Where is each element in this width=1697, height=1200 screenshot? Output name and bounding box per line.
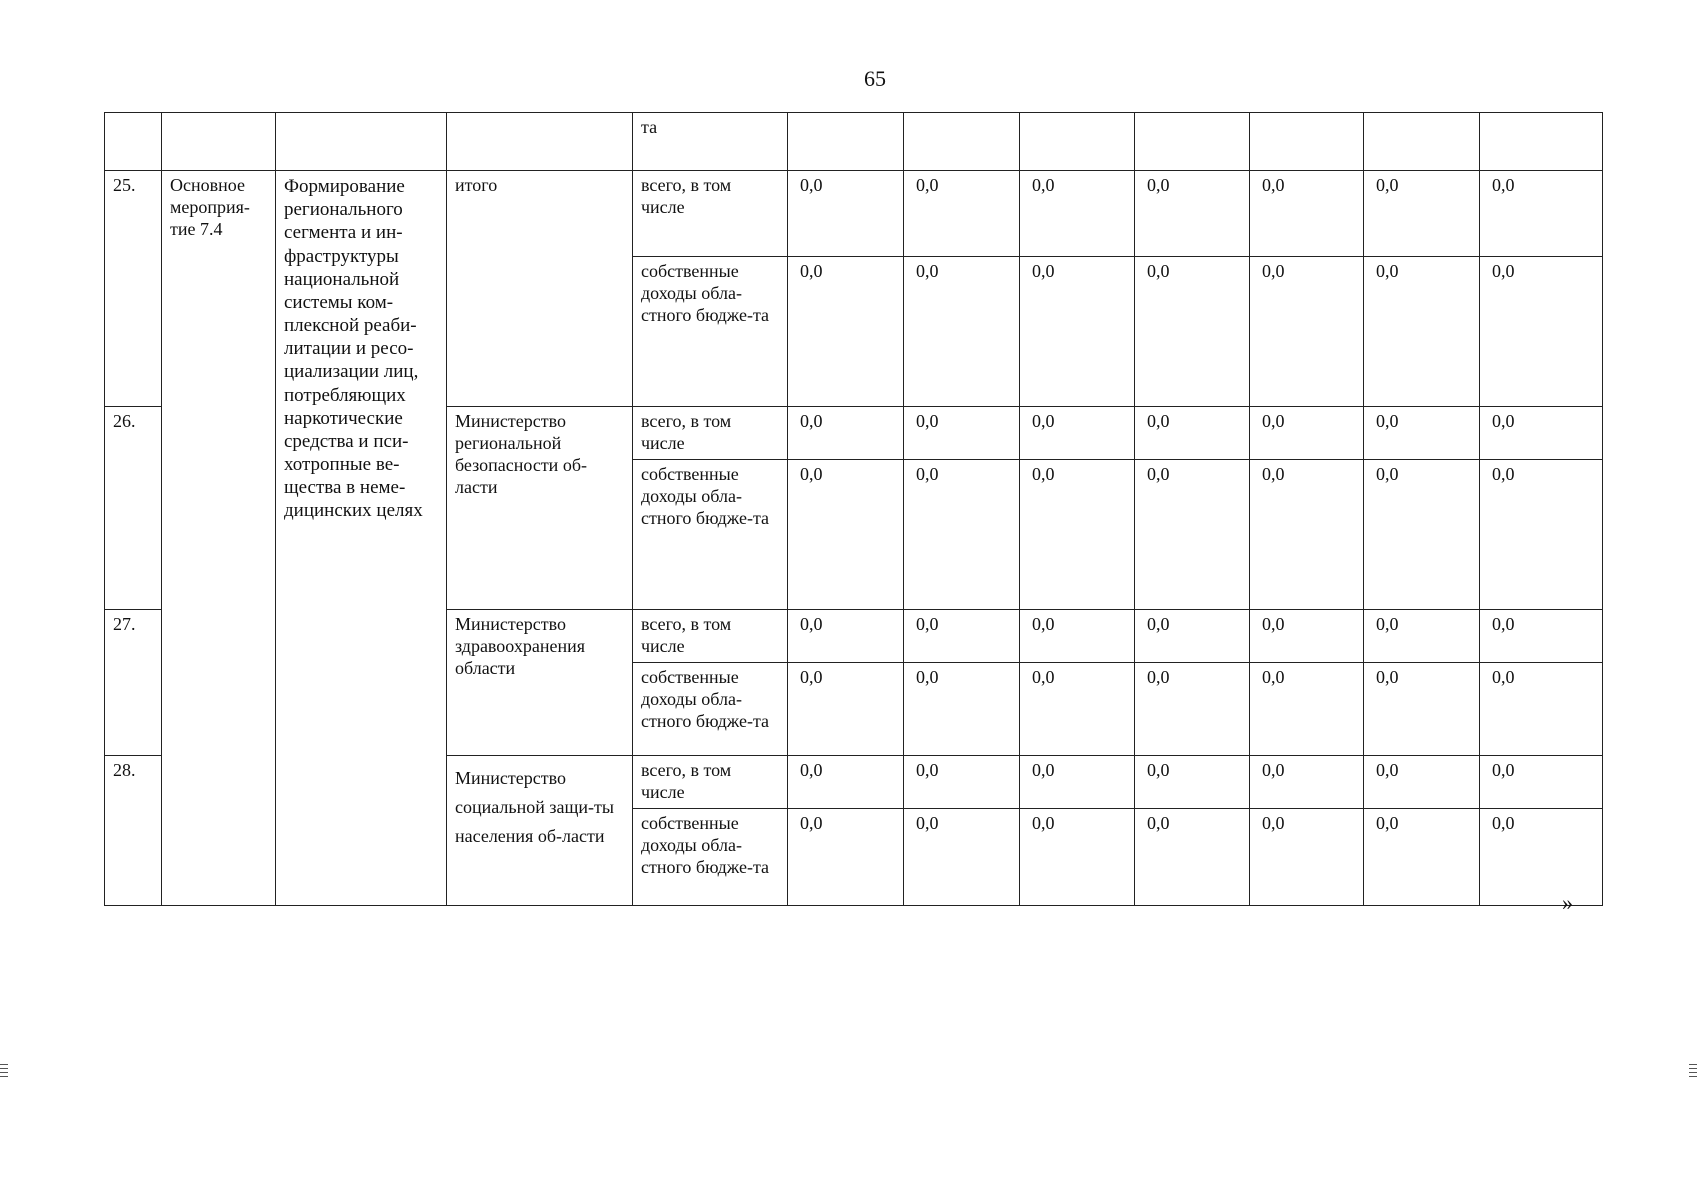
value-cell: 0,0 (1364, 257, 1480, 407)
value-cell: 0,0 (1135, 808, 1250, 905)
table-row (105, 171, 1603, 257)
funding-source: всего, в том числе (633, 407, 788, 460)
activity-code-cell (162, 113, 276, 171)
value-cell: 0,0 (1480, 609, 1603, 662)
value-cell: 0,0 (788, 459, 904, 609)
value-cell: 0,0 (1364, 609, 1480, 662)
value-cell (1480, 113, 1603, 171)
value-cell (1250, 113, 1364, 171)
value-cell: 0,0 (904, 609, 1020, 662)
value-cell: 0,0 (904, 662, 1020, 755)
activity-name: Формирование регионального сегмента и ин-фраструктуры национальной системы ком-плексной реаби-литации и ресо-циализации лиц, потребляющих наркотические средства и пси-хотропные ве-щества в неме-дицинских целях (276, 171, 447, 906)
value-cell: 0,0 (1480, 407, 1603, 460)
value-cell: 0,0 (1364, 755, 1480, 808)
value-cell: 0,0 (1480, 257, 1603, 407)
value-cell: 0,0 (1135, 755, 1250, 808)
value-cell (1364, 113, 1480, 171)
budget-table (104, 112, 1603, 906)
value-cell: 0,0 (1135, 257, 1250, 407)
value-cell (1020, 113, 1135, 171)
value-cell: 0,0 (1135, 171, 1250, 257)
value-cell: 0,0 (788, 609, 904, 662)
value-cell: 0,0 (788, 808, 904, 905)
value-cell: 0,0 (788, 407, 904, 460)
value-cell: 0,0 (1250, 407, 1364, 460)
row-number: 25. (105, 171, 162, 407)
value-cell: 0,0 (1020, 662, 1135, 755)
value-cell: 0,0 (904, 171, 1020, 257)
value-cell: 0,0 (1020, 755, 1135, 808)
number-cell (105, 113, 162, 171)
value-cell: 0,0 (1020, 459, 1135, 609)
value-cell: 0,0 (1250, 662, 1364, 755)
value-cell: 0,0 (1250, 171, 1364, 257)
value-cell: 0,0 (1250, 459, 1364, 609)
value-cell: 0,0 (1250, 755, 1364, 808)
value-cell: 0,0 (1364, 662, 1480, 755)
funding-source: всего, в том числе (633, 609, 788, 662)
value-cell: 0,0 (1020, 257, 1135, 407)
executor-cell (447, 113, 633, 171)
table-row (105, 113, 1603, 171)
scan-edge-mark (0, 1064, 8, 1086)
value-cell: 0,0 (1250, 609, 1364, 662)
value-cell: 0,0 (904, 808, 1020, 905)
value-cell: 0,0 (904, 459, 1020, 609)
value-cell: 0,0 (1364, 407, 1480, 460)
value-cell: 0,0 (1480, 459, 1603, 609)
funding-source: собственные доходы обла-стного бюдже-та (633, 257, 788, 407)
funding-source-cell: та (633, 113, 788, 171)
value-cell: 0,0 (1364, 171, 1480, 257)
value-cell: 0,0 (1135, 459, 1250, 609)
value-cell: 0,0 (904, 407, 1020, 460)
executor-name: итого (447, 171, 633, 407)
funding-source: всего, в том числе (633, 755, 788, 808)
value-cell: 0,0 (1020, 609, 1135, 662)
value-cell: 0,0 (1135, 407, 1250, 460)
value-cell: 0,0 (1480, 662, 1603, 755)
executor-name: Министерство социальной защи-ты населения об-ласти (447, 755, 633, 905)
value-cell: 0,0 (1020, 171, 1135, 257)
value-cell: 0,0 (1135, 662, 1250, 755)
value-cell: 0,0 (1020, 808, 1135, 905)
value-cell: 0,0 (1135, 609, 1250, 662)
row-number: 26. (105, 407, 162, 610)
executor-name: Министерство региональной безопасности об-ласти (447, 407, 633, 610)
value-cell (904, 113, 1020, 171)
activity-name-cell (276, 113, 447, 171)
value-cell: 0,0 (1480, 755, 1603, 808)
value-cell: 0,0 (788, 257, 904, 407)
scan-edge-mark (1689, 1064, 1697, 1086)
value-cell: 0,0 (1250, 257, 1364, 407)
value-cell: 0,0 (788, 755, 904, 808)
value-cell: 0,0 (1020, 407, 1135, 460)
row-number: 28. (105, 755, 162, 905)
value-cell: 0,0 (904, 755, 1020, 808)
value-cell: 0,0 (1250, 808, 1364, 905)
value-cell (1135, 113, 1250, 171)
value-cell: 0,0 (788, 662, 904, 755)
page-number: 65 (864, 66, 886, 91)
funding-source: собственные доходы обла-стного бюдже-та (633, 808, 788, 905)
funding-source: всего, в том числе (633, 171, 788, 257)
value-cell: 0,0 (1480, 171, 1603, 257)
closing-quote: » (1562, 890, 1573, 915)
row-number: 27. (105, 609, 162, 755)
value-cell: 0,0 (788, 171, 904, 257)
funding-source: собственные доходы обла-стного бюдже-та (633, 662, 788, 755)
funding-source: собственные доходы обла-стного бюдже-та (633, 459, 788, 609)
value-cell: 0,0 (1480, 808, 1603, 905)
value-cell: 0,0 (904, 257, 1020, 407)
value-cell: 0,0 (1364, 459, 1480, 609)
executor-name: Министерство здравоохранения области (447, 609, 633, 755)
value-cell (788, 113, 904, 171)
value-cell: 0,0 (1364, 808, 1480, 905)
activity-code: Основное мероприя-тие 7.4 (162, 171, 276, 906)
